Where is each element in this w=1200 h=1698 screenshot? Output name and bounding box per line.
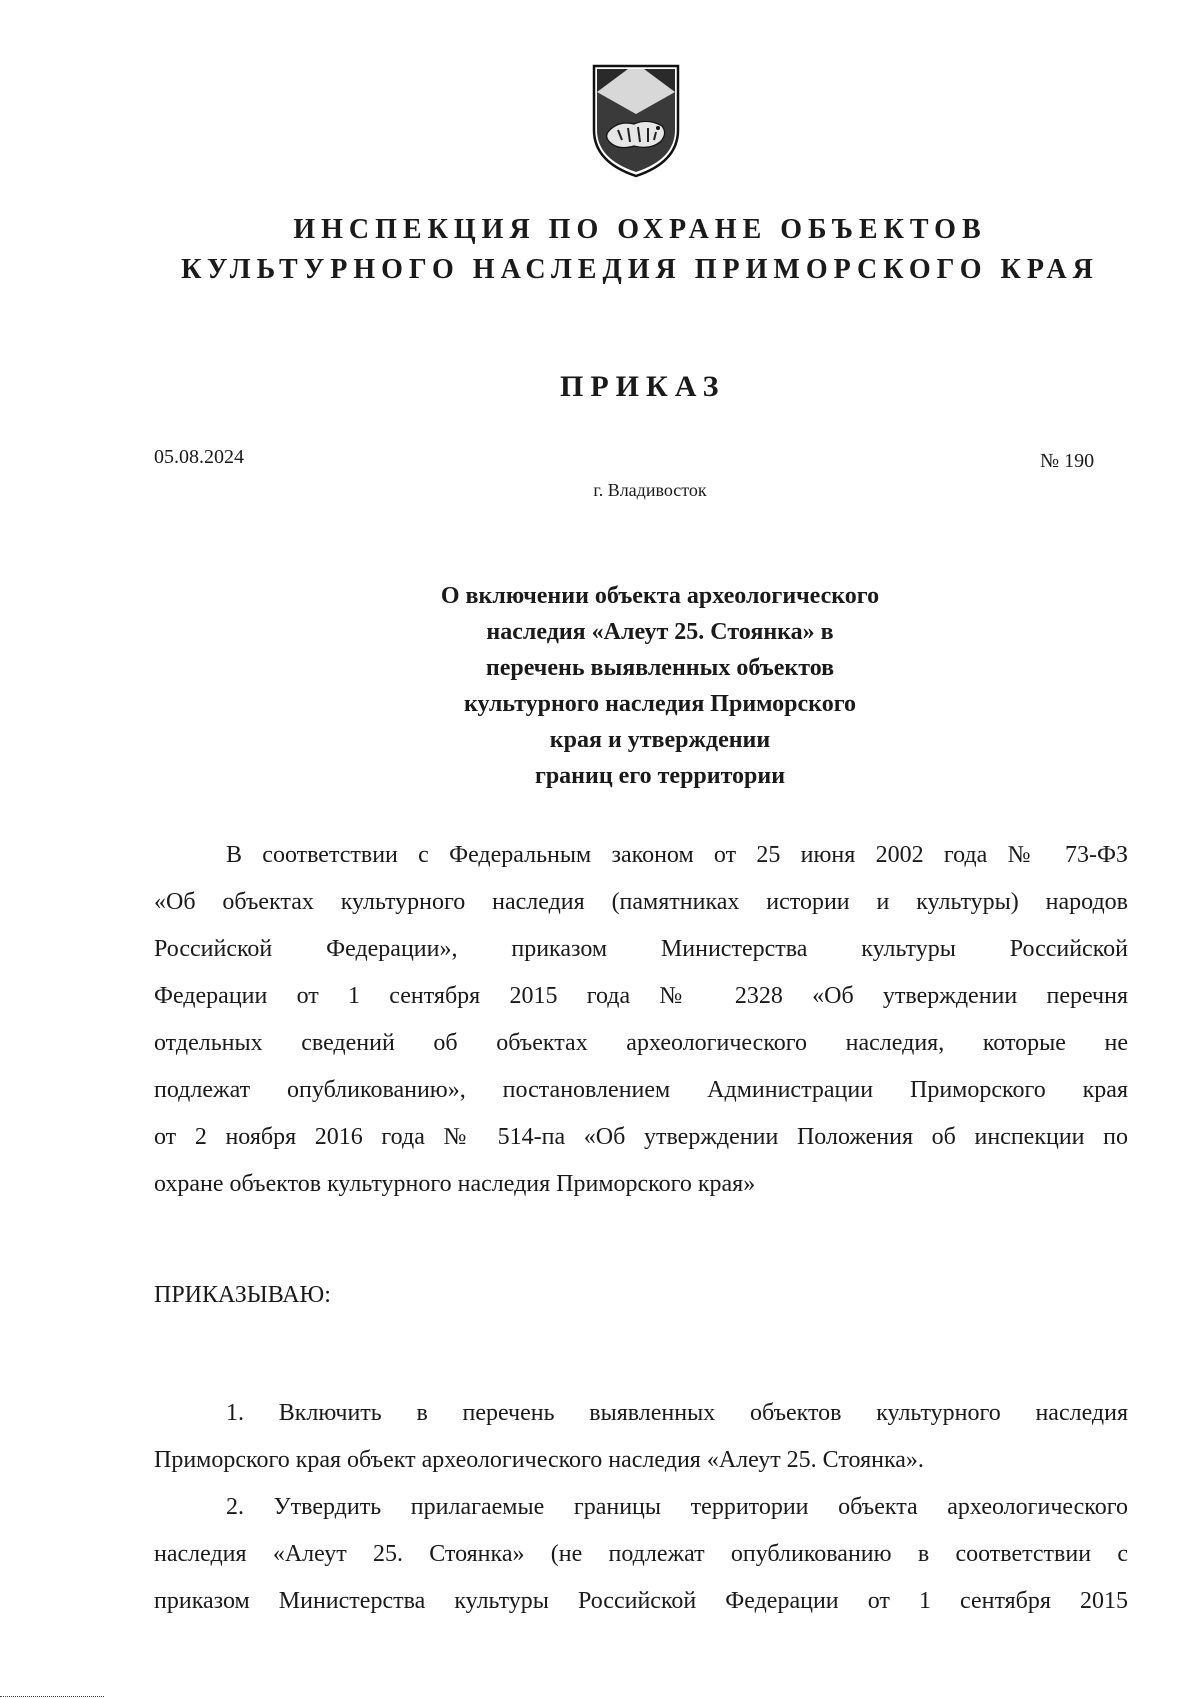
- subject-line: наследия «Алеут 25. Стоянка» в: [486, 619, 834, 645]
- preamble-line: В соответствии с Федеральным законом от 25 июня 2002 года № 73-ФЗ: [226, 842, 1128, 868]
- order-item-line: 2. Утвердить прилагаемые границы территории объекта археологического: [226, 1494, 1128, 1520]
- preamble-line: «Об объектах культурного наследия (памятниках истории и культуры) народов: [154, 889, 1128, 915]
- order-item-line: наследия «Алеут 25. Стоянка» (не подлежат опубликованию в соответствии с: [154, 1541, 1128, 1567]
- organization-title-line-1: ИНСПЕКЦИЯ ПО ОХРАНЕ ОБЪЕКТОВ: [293, 214, 987, 245]
- order-item-line: приказом Министерства культуры Российской Федерации от 1 сентября 2015: [154, 1588, 1128, 1614]
- coat-of-arms-emblem: [588, 62, 684, 180]
- preamble-line: охране объектов культурного наследия Приморского края»: [154, 1171, 756, 1197]
- subject-line: края и утверждении: [549, 727, 771, 753]
- preamble-paragraph: [154, 832, 1128, 1208]
- order-item-line: Приморского края объект археологического наследия «Алеут 25. Стоянка».: [154, 1447, 924, 1473]
- preamble-line: подлежат опубликованию», постановлением Администрации Приморского края: [154, 1077, 1128, 1103]
- organization-title: [0, 210, 1200, 290]
- document-type: ПРИКАЗ: [560, 370, 726, 403]
- document-date: 05.08.2024: [154, 446, 244, 468]
- order-word: ПРИКАЗЫВАЮ:: [154, 1282, 331, 1308]
- subject-line: культурного наследия Приморского: [463, 691, 856, 717]
- document-city: г. Владивосток: [593, 480, 707, 500]
- subject-line: О включении объекта археологического: [440, 583, 880, 609]
- preamble-line: Российской Федерации», приказом Министерства культуры Российской: [154, 936, 1128, 962]
- organization-title-line-2: КУЛЬТУРНОГО НАСЛЕДИЯ ПРИМОРСКОГО КРАЯ: [181, 254, 1099, 285]
- preamble-line: Федерации от 1 сентября 2015 года № 2328 «Об утверждении перечня: [154, 983, 1128, 1009]
- order-item-2: [154, 1484, 1128, 1625]
- coat-of-arms-icon: [588, 62, 684, 180]
- subject-line: перечень выявленных объектов: [485, 655, 835, 681]
- preamble-line: отдельных сведений об объектах археологического наследия, которые не: [154, 1030, 1128, 1056]
- document-number: № 190: [1040, 450, 1095, 472]
- subject-line: границ его территории: [534, 763, 786, 789]
- document-subject: [400, 578, 920, 794]
- order-item-1: [154, 1390, 1128, 1484]
- preamble-line: от 2 ноября 2016 года № 514-па «Об утверждении Положения об инспекции по: [154, 1124, 1128, 1150]
- order-item-line: 1. Включить в перечень выявленных объектов культурного наследия: [226, 1400, 1128, 1426]
